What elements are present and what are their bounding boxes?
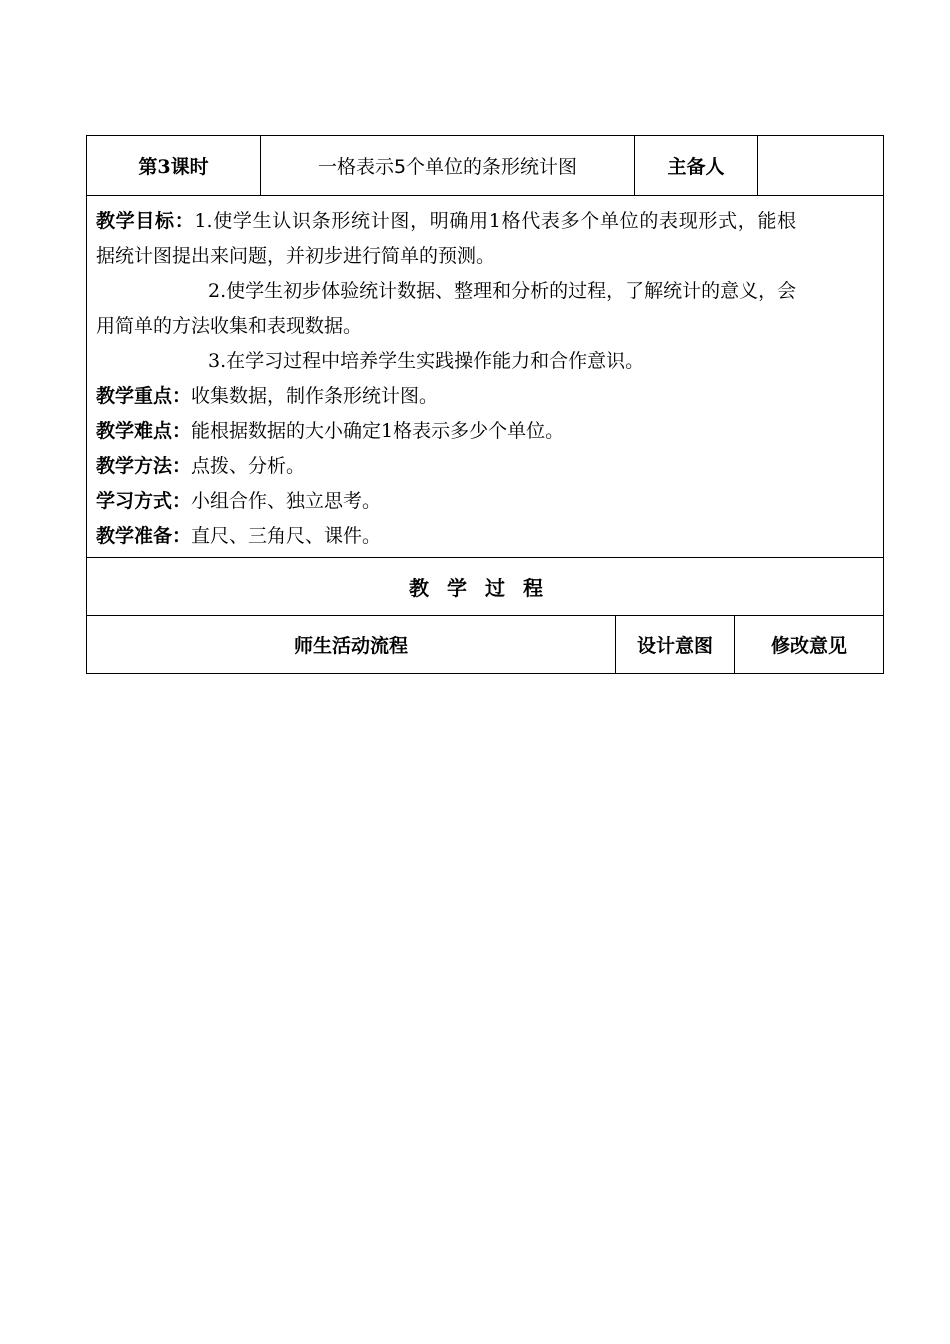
preparer-label: 主备人 [634, 136, 757, 195]
objectives-block [87, 196, 805, 557]
key-point: 教学重点：收集数据，制作条形统计图。 [96, 385, 439, 407]
goal-label: 教学目标： [96, 210, 195, 232]
goal-1-line-1: 教学目标：1.使学生认识条形统计图，明确用1格代表多个单位的表现形式，能根 [96, 210, 797, 232]
learning-mode: 学习方式：小组合作、独立思考。 [96, 490, 382, 512]
key-label: 教学重点： [96, 385, 192, 407]
header-row [87, 136, 883, 196]
process-title-row [87, 558, 883, 616]
lesson-number: 第3课时 [138, 156, 209, 178]
column-header-row [87, 616, 883, 673]
goal-3: 3.在学习过程中培养学生实践操作能力和合作意识。 [208, 350, 645, 372]
goal-2-line-2: 用简单的方法收集和表现数据。 [96, 315, 363, 337]
process-title: 教学过程 [409, 576, 561, 600]
objectives-row [87, 196, 883, 558]
lesson-plan-table [86, 135, 884, 674]
difficulty: 教学难点：能根据数据的大小确定1格表示多少个单位。 [96, 420, 565, 442]
goal-2-line-1: 2.使学生初步体验统计数据、整理和分析的过程，了解统计的意义，会 [208, 280, 797, 302]
learning-label: 学习方式： [96, 490, 192, 512]
goal-1-line-2: 据统计图提出来问题，并初步进行简单的预测。 [96, 245, 496, 267]
revision-column-header: 修改意见 [734, 616, 883, 673]
activity-column-header: 师生活动流程 [293, 635, 408, 657]
design-column-header: 设计意图 [615, 616, 734, 673]
teaching-prep: 教学准备：直尺、三角尺、课件。 [96, 525, 382, 547]
prep-label: 教学准备： [96, 525, 192, 547]
teaching-method: 教学方法：点拨、分析。 [96, 455, 306, 477]
lesson-title: 一格表示5个单位的条形统计图 [260, 136, 634, 195]
difficulty-label: 教学难点： [96, 420, 192, 442]
method-label: 教学方法： [96, 455, 192, 477]
preparer-value [757, 136, 883, 195]
